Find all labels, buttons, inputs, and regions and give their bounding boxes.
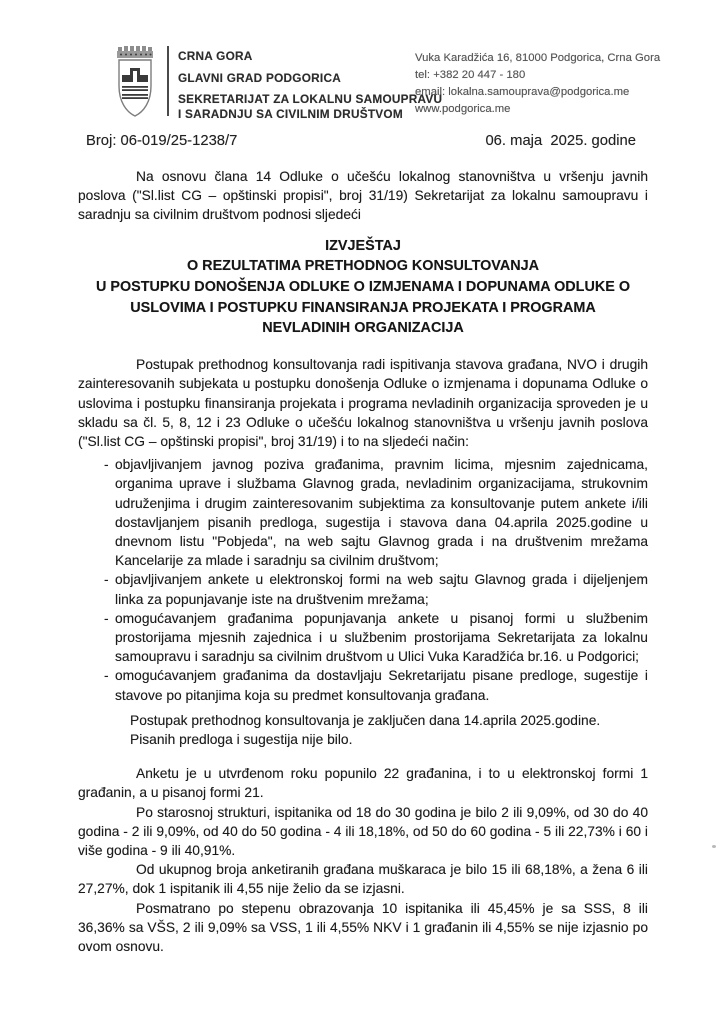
method-paragraph: Postupak prethodnog konsultovanja radi ispitivanja stavova građana, NVO i drugih zainteresovanih subjekata u postupku donošenja Odluke o izmjenama i dopunama Odluke o uslovima i postupku finansiranja projekata i programa nevladinih organizacija sproveden je u skladu sa čl. 5, 8, 12 i 23 Odluke o učešću lokalnog stanovništva u vršenju javnih poslova ("Sl.list CG – opštinski propisi", broj 31/19) i to na sljedeći način: bbox=[78, 357, 648, 449]
closing-statements bbox=[78, 711, 648, 749]
list-item: - objavljivanjem ankete u elektronskoj formi na web sajtu Glavnog grada i dijeljenjem linka za popunjavanje iste na društvenim mrežama; bbox=[115, 570, 648, 608]
podgorica-coat-of-arms-icon bbox=[112, 44, 158, 120]
survey-statistics bbox=[78, 764, 648, 956]
reference-number: Broj: 06-019/25-1238/7 bbox=[86, 133, 238, 149]
list-item: - objavljivanjem javnog poziva građanima, pravnim licima, mjesnim zajednicama, organima uprave i službama Glavnog grada, nevladinim organizacijama, strukovnim udruženjima i drugim zainteresovanim subjektima za konsultovanje putem ankete i/ili dostavljanjem pisanih predloga, sugestija i stavova dana 04.aprila 2025.godine u dnevnom listu "Pobjeda", na web sajtu Glavnog grada i na društvenim mrežama Kancelarije za mlade i saradnju sa civilnim društvom; bbox=[115, 455, 648, 570]
contact-address: Vuka Karadžića 16, 81000 Podgorica, Crna Gora bbox=[415, 52, 661, 64]
document-date: 06. maja 2025. godine bbox=[485, 133, 636, 149]
org-country: CRNA GORA bbox=[178, 49, 253, 63]
report-title-line-1: IZVJEŠTAJ bbox=[325, 237, 401, 254]
consultation-methods-list bbox=[78, 455, 648, 705]
stats-paragraph-age: Po starosnoj strukturi, ispitanika od 18 do 30 godina je bilo 2 ili 9,09%, od 30 do 40 godina - 2 ili 9,09%, od 40 do 50 godina - 4 ili 18,18%, od 50 do 60 godina - 5 ili 22,73% i 60 i više godina - 9 ili 40,91%. bbox=[78, 804, 648, 858]
contact-block bbox=[415, 50, 660, 118]
letterhead-divider bbox=[167, 46, 169, 116]
stats-paragraph-gender: Od ukupnog broja anketiranih građana muškaraca je bilo 15 ili 68,18%, a žena 6 ili 27,27%, dok 1 ispitanik ili 4,55 nije želio da se izjasni. bbox=[78, 862, 648, 897]
letterhead bbox=[112, 44, 674, 121]
org-city: GLAVNI GRAD PODGORICA bbox=[178, 71, 341, 85]
report-title-line-5: NEVLADINIH ORGANIZACIJA bbox=[262, 320, 464, 337]
stats-paragraph-education: Posmatrano po stepenu obrazovanja 10 ispitanika ili 45,45% je sa SSS, 8 ili 36,36% sa VŠS, 2 ili 9,09% sa VSS, 1 ili 4,55% NKV i 1 građanin ili 4,55% se nije izjasnio po ovom osnovu. bbox=[78, 900, 648, 955]
document-body bbox=[78, 167, 648, 956]
contact-phone: tel: +382 20 447 - 180 bbox=[415, 69, 526, 81]
scan-noise-speck bbox=[712, 845, 716, 848]
list-item: - omogućavanjem građanima da dostavljaju Sekretarijatu pisane predloge, sugestije i stavove po pitanjima koja su predmet konsultovanja građana. bbox=[115, 666, 648, 704]
meta-row bbox=[86, 133, 636, 149]
report-title-line-4: USLOVIMA I POSTUPKU FINANSIRANJA PROJEKATA I PROGRAMA bbox=[130, 299, 596, 316]
stats-paragraph-respondents: Anketu je u utvrđenom roku popunilo 22 građanina, i to u elektronskoj formi 1 građanin, a u pisanoj formi 21. bbox=[78, 766, 648, 801]
report-title bbox=[78, 236, 648, 340]
organization-block bbox=[178, 44, 442, 121]
intro-paragraph: Na osnovu člana 14 Odluke o učešću lokalnog stanovništva u vršenju javnih poslova ("Sl.list CG – opštinski propisi", broj 31/19) Sekretarijat za lokalnu samoupravu i saradnju sa civilnim društvom podnosi sljedeći bbox=[78, 169, 648, 223]
list-item: - omogućavanjem građanima popunjavanja ankete u pisanoj formi u službenim prostorijama mjesnih zajednica i u službenim prostorijama Sekretarijata za lokalnu samoupravu i saradnju sa civilnim društvom u Ulici Vuka Karadžića br.16. u Podgorici; bbox=[115, 609, 648, 667]
closing-paragraph: Pisanih predloga i sugestija nije bilo. bbox=[130, 731, 353, 747]
org-secretariat-line-2: I SARADNJU SA CIVILNIM DRUŠTVOM bbox=[178, 107, 403, 121]
closing-paragraph: Postupak prethodnog konsultovanja je zaključen dana 14.aprila 2025.godine. bbox=[130, 712, 601, 728]
contact-email: email: lokalna.samouprava@podgorica.me bbox=[415, 86, 630, 98]
report-title-line-2: O REZULTATIMA PRETHODNOG KONSULTOVANJA bbox=[186, 258, 540, 275]
org-secretariat-line-1: SEKRETARIJAT ZA LOKALNU SAMOUPRAVU bbox=[178, 92, 443, 106]
report-title-line-3: U POSTUPKU DONOŠENJA ODLUKE O IZMJENAMA I DOPUNAMA ODLUKE O bbox=[95, 279, 631, 296]
contact-website: www.podgorica.me bbox=[415, 103, 511, 115]
